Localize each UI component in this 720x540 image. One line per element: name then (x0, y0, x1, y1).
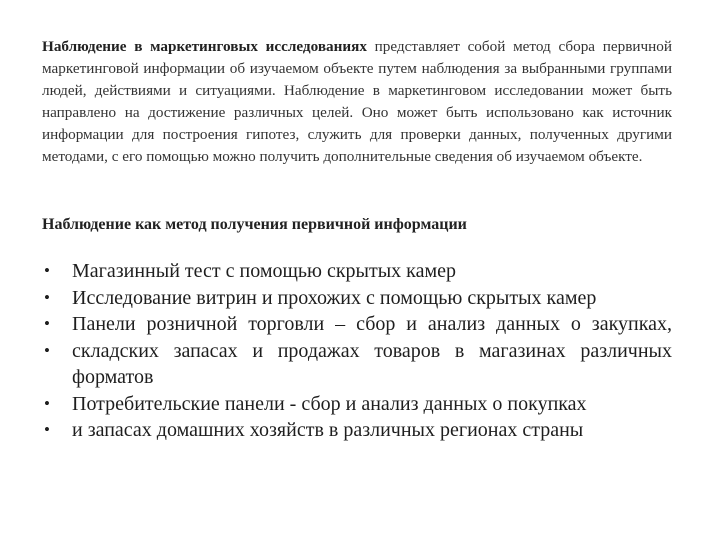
list-item (42, 391, 672, 418)
intro-body-text: представляет собой метод сбора первичной маркетинговой информации об изучаемом объекте путем наблюдения за выбранными группами людей, действиями и ситуациями. Наблюдение в маркетинговом исследовании может быть направлено на достижение различных целей. Оно может быть использовано как источник информации для построения гипотез, служить для проверки данных, полученных другими методами, с его помощью можно получить дополнительные сведения об изучаемом объекте. (42, 38, 672, 165)
list-item (42, 417, 672, 444)
bullet-icon: • (44, 314, 50, 333)
bullet-icon: • (44, 287, 50, 307)
list-item (42, 311, 672, 338)
bullet-icon: • (44, 420, 50, 439)
list-item (42, 285, 672, 312)
intro-paragraph (42, 36, 672, 168)
list-item-text: Панели розничной торговли – сбор и анализ данных о закупках, (72, 313, 672, 335)
intro-lead-term: Наблюдение в маркетинговых исследованиях (42, 38, 367, 55)
list-item (42, 338, 672, 391)
list-item-text: Потребительские панели - сбор и анализ данных о покупках (72, 392, 587, 415)
list-item-text: Магазинный тест с помощью скрытых камер (72, 260, 456, 282)
section-heading: Наблюдение как метод получения первичной информации (42, 216, 467, 233)
list-item (42, 258, 672, 285)
bullet-icon: • (44, 340, 50, 360)
list-item-text: и запасах домашних хозяйств в различных регионах страны (72, 419, 584, 441)
list-item-text: складских запасах и продажах товаров в магазинах различных форматов (72, 339, 672, 388)
bullet-list (42, 258, 672, 444)
bullet-icon: • (44, 261, 50, 280)
list-item-text: Исследование витрин и прохожих с помощью скрытых камер (72, 286, 597, 309)
bullet-icon: • (44, 393, 50, 413)
